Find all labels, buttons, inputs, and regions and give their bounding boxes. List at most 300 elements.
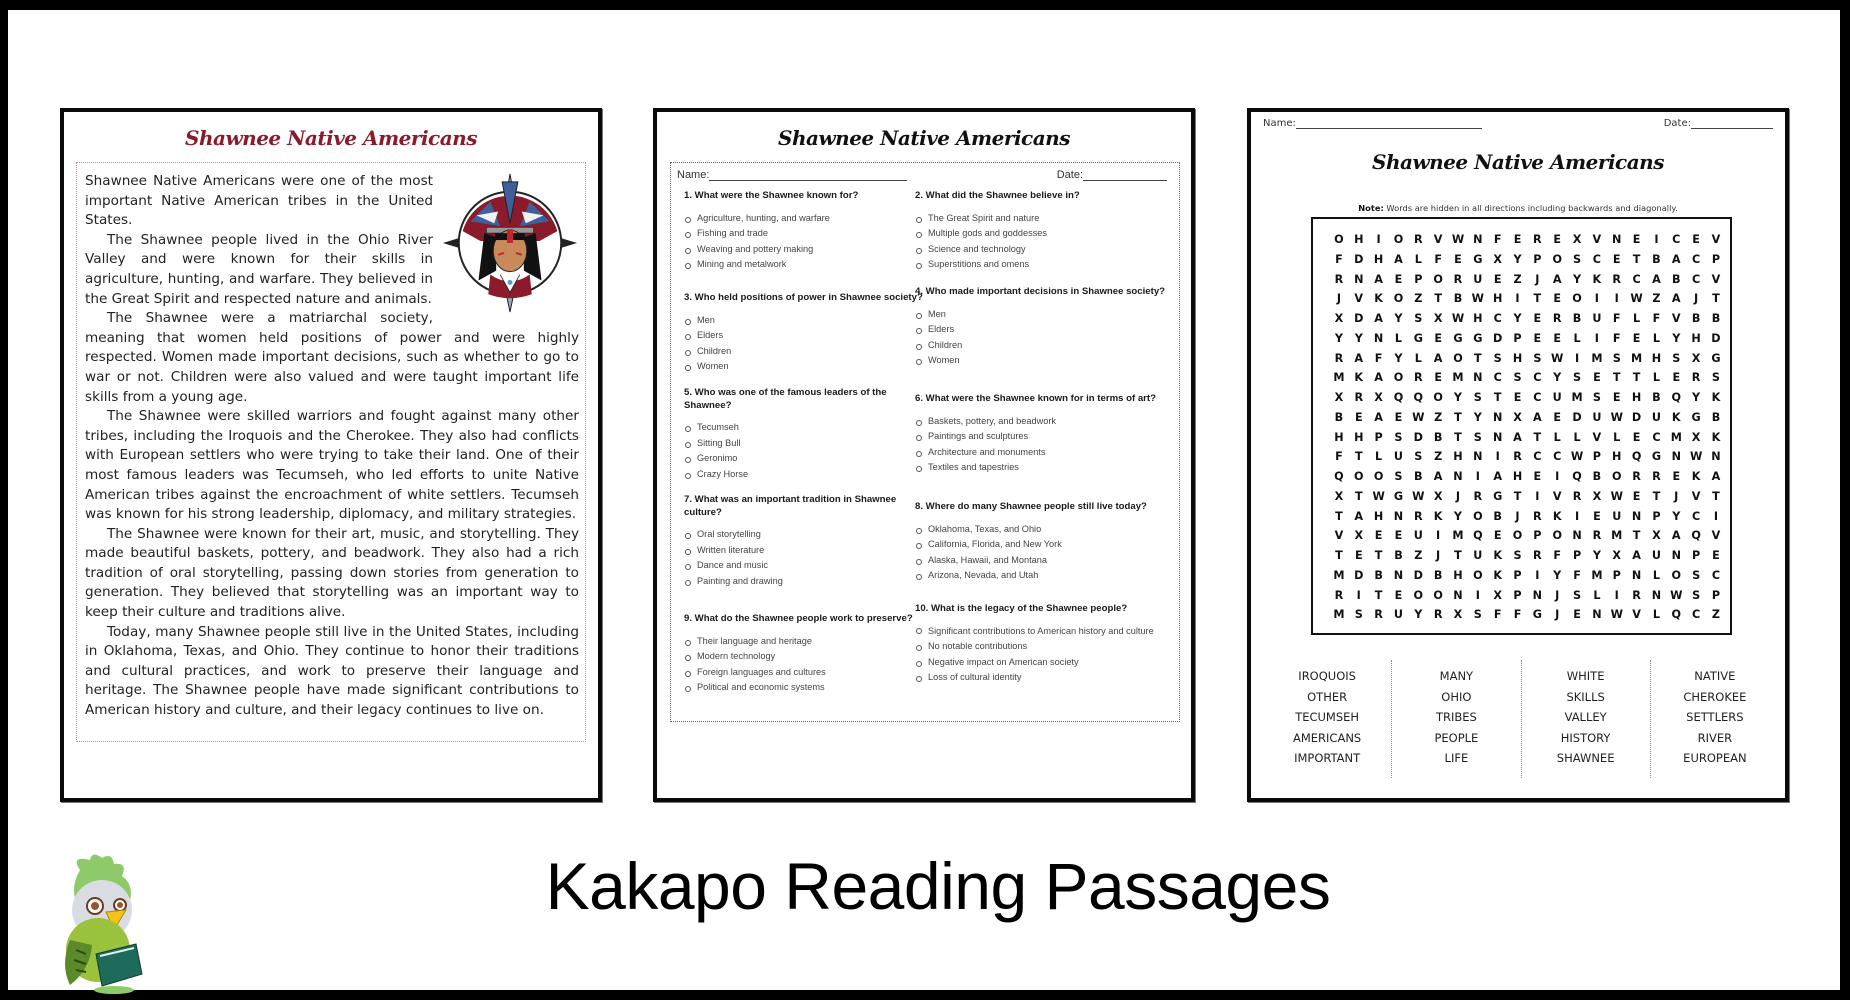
grid-letter[interactable]: W bbox=[1412, 489, 1425, 503]
grid-letter[interactable]: S bbox=[1354, 608, 1363, 622]
grid-letter[interactable]: A bbox=[1374, 272, 1383, 286]
grid-letter[interactable]: I bbox=[1555, 470, 1560, 483]
grid-letter[interactable]: O bbox=[1453, 351, 1463, 365]
grid-letter[interactable]: Q bbox=[1671, 608, 1682, 622]
grid-letter[interactable]: A bbox=[1632, 549, 1641, 562]
grid-letter[interactable]: H bbox=[1453, 568, 1463, 582]
grid-letter[interactable]: Z bbox=[1434, 450, 1443, 464]
grid-letter[interactable]: W bbox=[1471, 292, 1484, 306]
grid-letter[interactable]: Q bbox=[1334, 470, 1344, 483]
grid-letter[interactable]: C bbox=[1493, 312, 1502, 325]
grid-letter[interactable]: U bbox=[1393, 450, 1403, 464]
grid-letter[interactable]: S bbox=[1513, 371, 1522, 385]
grid-letter[interactable]: Z bbox=[1513, 272, 1522, 286]
grid-letter[interactable]: E bbox=[1434, 371, 1442, 385]
grid-letter[interactable]: S bbox=[1573, 588, 1582, 602]
grid-letter[interactable]: B bbox=[1711, 410, 1721, 424]
grid-letter[interactable]: Y bbox=[1513, 252, 1522, 266]
answer-option[interactable]: Written literature bbox=[684, 543, 924, 559]
grid-letter[interactable]: N bbox=[1373, 331, 1384, 345]
grid-letter[interactable]: V bbox=[1433, 233, 1443, 246]
answer-option[interactable]: Loss of cultural identity bbox=[915, 670, 1170, 686]
grid-letter[interactable]: W bbox=[1551, 351, 1564, 365]
grid-letter[interactable]: X bbox=[1572, 233, 1582, 246]
grid-letter[interactable]: L bbox=[1553, 430, 1561, 444]
grid-letter[interactable]: X bbox=[1334, 489, 1344, 503]
grid-letter[interactable]: B bbox=[1334, 410, 1344, 424]
grid-letter[interactable]: C bbox=[1692, 272, 1701, 286]
grid-letter[interactable]: K bbox=[1374, 292, 1383, 306]
letter-grid[interactable] bbox=[1311, 217, 1732, 635]
answer-option[interactable]: Textiles and tapestries bbox=[915, 460, 1170, 476]
grid-letter[interactable]: Q bbox=[1473, 529, 1483, 543]
grid-letter[interactable]: K bbox=[1711, 391, 1721, 404]
grid-letter[interactable]: S bbox=[1493, 351, 1502, 365]
grid-letter[interactable]: T bbox=[1474, 351, 1482, 365]
grid-letter[interactable]: O bbox=[1354, 470, 1364, 483]
grid-letter[interactable]: E bbox=[1354, 549, 1363, 562]
grid-letter[interactable]: S bbox=[1394, 430, 1403, 444]
grid-letter[interactable]: S bbox=[1473, 608, 1482, 622]
grid-letter[interactable]: I bbox=[1574, 509, 1580, 523]
grid-letter[interactable]: F bbox=[1612, 331, 1621, 345]
grid-letter[interactable]: R bbox=[1334, 588, 1344, 602]
grid-letter[interactable]: F bbox=[1573, 568, 1581, 582]
grid-letter[interactable]: W bbox=[1451, 312, 1465, 325]
grid-letter[interactable]: N bbox=[1651, 588, 1662, 602]
grid-letter[interactable]: B bbox=[1394, 549, 1403, 562]
grid-letter[interactable]: F bbox=[1335, 252, 1343, 266]
grid-letter[interactable]: Y bbox=[1592, 549, 1601, 562]
answer-option[interactable]: Their language and heritage bbox=[684, 634, 924, 650]
grid-letter[interactable]: I bbox=[1495, 450, 1500, 464]
grid-letter[interactable]: A bbox=[1433, 351, 1443, 365]
grid-letter[interactable]: N bbox=[1453, 588, 1463, 602]
grid-letter[interactable]: E bbox=[1553, 331, 1562, 345]
date-field[interactable] bbox=[1691, 118, 1773, 129]
grid-letter[interactable]: Q bbox=[1393, 391, 1404, 404]
grid-letter[interactable]: E bbox=[1692, 233, 1700, 246]
grid-letter[interactable]: S bbox=[1672, 351, 1681, 365]
grid-letter[interactable]: C bbox=[1652, 430, 1661, 444]
grid-letter[interactable]: S bbox=[1612, 351, 1621, 365]
grid-letter[interactable]: K bbox=[1671, 410, 1681, 424]
grid-letter[interactable]: H bbox=[1691, 331, 1701, 345]
grid-letter[interactable]: Q bbox=[1413, 391, 1424, 404]
grid-letter[interactable]: H bbox=[1354, 233, 1364, 246]
answer-option[interactable]: Children bbox=[684, 344, 924, 360]
grid-letter[interactable]: R bbox=[1374, 608, 1383, 622]
grid-letter[interactable]: P bbox=[1711, 252, 1721, 266]
grid-letter[interactable]: U bbox=[1473, 549, 1483, 562]
grid-letter[interactable]: C bbox=[1632, 272, 1641, 286]
grid-letter[interactable]: P bbox=[1572, 549, 1582, 562]
grid-letter[interactable]: Y bbox=[1453, 391, 1463, 404]
grid-letter[interactable]: V bbox=[1334, 529, 1344, 543]
grid-letter[interactable]: M bbox=[1452, 371, 1464, 385]
grid-letter[interactable]: T bbox=[1335, 549, 1343, 562]
grid-letter[interactable]: A bbox=[1493, 470, 1502, 483]
grid-letter[interactable]: S bbox=[1692, 588, 1701, 602]
grid-letter[interactable]: R bbox=[1552, 312, 1562, 325]
grid-letter[interactable]: O bbox=[1552, 252, 1562, 266]
grid-letter[interactable]: R bbox=[1433, 608, 1443, 622]
answer-option[interactable]: Negative impact on American society bbox=[915, 655, 1170, 671]
grid-letter[interactable]: A bbox=[1711, 470, 1721, 483]
grid-letter[interactable]: U bbox=[1651, 410, 1661, 424]
grid-letter[interactable]: Z bbox=[1414, 549, 1423, 562]
grid-letter[interactable]: I bbox=[1614, 292, 1619, 306]
grid-letter[interactable]: P bbox=[1711, 588, 1721, 602]
grid-letter[interactable]: X bbox=[1433, 312, 1443, 325]
grid-letter[interactable]: X bbox=[1493, 588, 1502, 602]
grid-letter[interactable]: Q bbox=[1691, 529, 1701, 543]
grid-letter[interactable]: Y bbox=[1354, 331, 1363, 345]
grid-letter[interactable]: O bbox=[1433, 588, 1443, 602]
grid-letter[interactable]: E bbox=[1354, 410, 1363, 424]
grid-letter[interactable]: Y bbox=[1572, 272, 1582, 286]
grid-letter[interactable]: D bbox=[1413, 568, 1423, 582]
grid-letter[interactable]: E bbox=[1553, 410, 1562, 424]
grid-letter[interactable]: G bbox=[1532, 608, 1542, 622]
grid-letter[interactable]: X bbox=[1334, 312, 1344, 325]
grid-letter[interactable]: G bbox=[1651, 450, 1662, 464]
grid-letter[interactable]: X bbox=[1612, 549, 1622, 562]
grid-letter[interactable]: A bbox=[1354, 351, 1364, 365]
grid-letter[interactable]: K bbox=[1711, 430, 1721, 444]
answer-option[interactable]: Mining and metalwork bbox=[684, 257, 924, 273]
grid-letter[interactable]: R bbox=[1632, 470, 1641, 483]
grid-letter[interactable]: V bbox=[1691, 489, 1701, 503]
grid-letter[interactable]: Y bbox=[1692, 391, 1701, 404]
grid-letter[interactable]: V bbox=[1592, 233, 1602, 246]
grid-letter[interactable]: E bbox=[1394, 529, 1403, 543]
grid-letter[interactable]: J bbox=[1694, 292, 1699, 306]
grid-letter[interactable]: E bbox=[1434, 331, 1442, 345]
grid-letter[interactable]: E bbox=[1454, 252, 1462, 266]
grid-letter[interactable]: B bbox=[1493, 509, 1502, 523]
grid-letter[interactable]: B bbox=[1433, 430, 1443, 444]
grid-letter[interactable]: T bbox=[1533, 292, 1542, 306]
grid-letter[interactable]: A bbox=[1671, 252, 1681, 266]
grid-letter[interactable]: W bbox=[1372, 489, 1385, 503]
grid-letter[interactable]: I bbox=[1614, 588, 1619, 602]
grid-letter[interactable]: T bbox=[1454, 549, 1462, 562]
grid-letter[interactable]: G bbox=[1711, 351, 1721, 365]
grid-letter[interactable]: K bbox=[1354, 371, 1364, 385]
grid-letter[interactable]: F bbox=[1612, 312, 1621, 325]
grid-letter[interactable]: K bbox=[1493, 568, 1502, 582]
grid-letter[interactable]: E bbox=[1632, 489, 1641, 503]
grid-letter[interactable]: H bbox=[1492, 292, 1503, 306]
grid-letter[interactable]: E bbox=[1593, 371, 1601, 385]
grid-letter[interactable]: W bbox=[1570, 450, 1584, 464]
grid-letter[interactable]: P bbox=[1612, 568, 1621, 582]
grid-letter[interactable]: R bbox=[1572, 489, 1582, 503]
grid-letter[interactable]: E bbox=[1394, 588, 1403, 602]
grid-letter[interactable]: T bbox=[1374, 588, 1383, 602]
grid-letter[interactable]: G bbox=[1453, 331, 1463, 345]
grid-letter[interactable]: N bbox=[1631, 568, 1642, 582]
grid-letter[interactable]: Q bbox=[1671, 391, 1682, 404]
grid-letter[interactable]: B bbox=[1374, 568, 1383, 582]
grid-letter[interactable]: M bbox=[1591, 568, 1603, 582]
grid-letter[interactable]: V bbox=[1552, 489, 1562, 503]
grid-letter[interactable]: B bbox=[1433, 568, 1443, 582]
grid-letter[interactable]: A bbox=[1374, 312, 1383, 325]
grid-letter[interactable]: R bbox=[1533, 509, 1542, 523]
answer-option[interactable]: No notable contributions bbox=[915, 639, 1170, 655]
grid-letter[interactable]: K bbox=[1592, 272, 1602, 286]
grid-letter[interactable]: K bbox=[1691, 470, 1701, 483]
grid-letter[interactable]: A bbox=[1533, 410, 1542, 424]
grid-letter[interactable]: Z bbox=[1652, 292, 1661, 306]
answer-option[interactable]: Political and economic systems bbox=[684, 680, 924, 696]
grid-letter[interactable]: T bbox=[1354, 489, 1363, 503]
grid-letter[interactable]: A bbox=[1671, 529, 1681, 543]
grid-letter[interactable]: A bbox=[1513, 430, 1522, 444]
answer-option[interactable]: Sitting Bull bbox=[684, 436, 924, 452]
grid-letter[interactable]: A bbox=[1374, 410, 1383, 424]
grid-letter[interactable]: N bbox=[1671, 450, 1681, 464]
grid-letter[interactable]: B bbox=[1652, 252, 1661, 266]
answer-option[interactable]: Modern technology bbox=[684, 649, 924, 665]
grid-letter[interactable]: O bbox=[1572, 292, 1582, 306]
grid-letter[interactable]: X bbox=[1493, 252, 1502, 266]
grid-letter[interactable]: N bbox=[1354, 272, 1364, 286]
answer-option[interactable]: Paintings and sculptures bbox=[915, 429, 1170, 445]
grid-letter[interactable]: B bbox=[1652, 391, 1661, 404]
grid-letter[interactable]: X bbox=[1691, 430, 1701, 444]
grid-letter[interactable]: R bbox=[1632, 588, 1641, 602]
grid-letter[interactable]: C bbox=[1692, 608, 1701, 622]
grid-letter[interactable]: S bbox=[1711, 371, 1720, 385]
grid-letter[interactable]: P bbox=[1592, 450, 1601, 464]
grid-letter[interactable]: D bbox=[1493, 331, 1503, 345]
grid-letter[interactable]: Y bbox=[1672, 509, 1681, 523]
answer-option[interactable]: Science and technology bbox=[915, 242, 1170, 258]
grid-letter[interactable]: W bbox=[1451, 233, 1465, 246]
grid-letter[interactable]: R bbox=[1334, 351, 1344, 365]
grid-letter[interactable]: N bbox=[1492, 410, 1503, 424]
grid-letter[interactable]: H bbox=[1612, 450, 1622, 464]
grid-letter[interactable]: P bbox=[1513, 331, 1522, 345]
answer-option[interactable]: Crazy Horse bbox=[684, 467, 924, 483]
grid-letter[interactable]: T bbox=[1533, 430, 1542, 444]
grid-letter[interactable]: G bbox=[1473, 252, 1483, 266]
grid-letter[interactable]: G bbox=[1413, 331, 1423, 345]
grid-letter[interactable]: N bbox=[1631, 509, 1642, 523]
grid-letter[interactable]: E bbox=[1513, 233, 1522, 246]
grid-letter[interactable]: O bbox=[1433, 391, 1443, 404]
grid-letter[interactable]: T bbox=[1632, 529, 1641, 543]
grid-letter[interactable]: N bbox=[1671, 549, 1681, 562]
grid-letter[interactable]: V bbox=[1711, 272, 1721, 286]
grid-letter[interactable]: A bbox=[1394, 252, 1403, 266]
grid-letter[interactable]: S bbox=[1573, 371, 1582, 385]
grid-letter[interactable]: E bbox=[1672, 371, 1681, 385]
grid-letter[interactable]: X bbox=[1334, 391, 1344, 404]
grid-letter[interactable]: L bbox=[1573, 430, 1581, 444]
grid-letter[interactable]: Q bbox=[1631, 450, 1642, 464]
grid-letter[interactable]: L bbox=[1613, 430, 1621, 444]
grid-letter[interactable]: D bbox=[1631, 410, 1642, 424]
grid-letter[interactable]: F bbox=[1374, 351, 1383, 365]
grid-letter[interactable]: B bbox=[1672, 272, 1681, 286]
grid-letter[interactable]: L bbox=[1593, 588, 1601, 602]
grid-letter[interactable]: E bbox=[1533, 331, 1542, 345]
grid-letter[interactable]: U bbox=[1393, 608, 1403, 622]
grid-letter[interactable]: E bbox=[1632, 430, 1641, 444]
grid-letter[interactable]: S bbox=[1592, 391, 1601, 404]
grid-letter[interactable]: J bbox=[1336, 292, 1341, 306]
grid-letter[interactable]: T bbox=[1374, 549, 1383, 562]
grid-letter[interactable]: R bbox=[1691, 371, 1701, 385]
grid-letter[interactable]: E bbox=[1374, 529, 1383, 543]
grid-letter[interactable]: I bbox=[1475, 588, 1480, 602]
grid-letter[interactable]: K bbox=[1433, 509, 1443, 523]
grid-letter[interactable]: C bbox=[1493, 371, 1502, 385]
answer-option[interactable]: Architecture and monuments bbox=[915, 445, 1170, 461]
date-field[interactable] bbox=[1083, 170, 1167, 181]
grid-letter[interactable]: N bbox=[1492, 430, 1503, 444]
grid-letter[interactable]: E bbox=[1394, 410, 1403, 424]
grid-letter[interactable]: O bbox=[1512, 529, 1523, 543]
grid-letter[interactable]: T bbox=[1712, 489, 1720, 503]
grid-letter[interactable]: O bbox=[1473, 509, 1483, 523]
grid-letter[interactable]: N bbox=[1473, 371, 1483, 385]
grid-letter[interactable]: Y bbox=[1453, 509, 1463, 523]
grid-letter[interactable]: G bbox=[1493, 489, 1503, 503]
grid-letter[interactable]: I bbox=[1654, 233, 1659, 246]
grid-letter[interactable]: E bbox=[1533, 470, 1542, 483]
grid-letter[interactable]: L bbox=[1652, 608, 1660, 622]
grid-letter[interactable]: O bbox=[1433, 272, 1443, 286]
answer-option[interactable]: Painting and drawing bbox=[684, 574, 924, 590]
grid-letter[interactable]: X bbox=[1592, 489, 1602, 503]
answer-option[interactable]: Oral storytelling bbox=[684, 527, 924, 543]
grid-letter[interactable]: U bbox=[1651, 549, 1661, 562]
grid-letter[interactable]: C bbox=[1592, 252, 1601, 266]
grid-letter[interactable]: L bbox=[1652, 371, 1660, 385]
grid-letter[interactable]: R bbox=[1612, 272, 1622, 286]
grid-letter[interactable]: M bbox=[1611, 529, 1623, 543]
grid-letter[interactable]: X bbox=[1652, 529, 1661, 543]
answer-option[interactable]: Dance and music bbox=[684, 558, 924, 574]
grid-letter[interactable]: O bbox=[1671, 568, 1682, 582]
grid-letter[interactable]: B bbox=[1572, 312, 1582, 325]
grid-letter[interactable]: S bbox=[1473, 391, 1482, 404]
grid-letter[interactable]: F bbox=[1553, 549, 1562, 562]
grid-letter[interactable]: W bbox=[1610, 489, 1623, 503]
grid-letter[interactable]: F bbox=[1513, 608, 1522, 622]
grid-letter[interactable]: P bbox=[1533, 252, 1542, 266]
grid-letter[interactable]: I bbox=[1535, 568, 1540, 582]
grid-letter[interactable]: J bbox=[1436, 549, 1441, 562]
grid-letter[interactable]: K bbox=[1493, 549, 1502, 562]
name-field[interactable] bbox=[1296, 118, 1482, 129]
grid-letter[interactable]: N bbox=[1711, 450, 1721, 464]
grid-letter[interactable]: U bbox=[1413, 529, 1423, 543]
grid-letter[interactable]: I bbox=[1376, 233, 1381, 246]
answer-option[interactable]: The Great Spirit and nature bbox=[915, 211, 1170, 227]
grid-letter[interactable]: O bbox=[1552, 529, 1562, 543]
grid-letter[interactable]: L bbox=[1633, 312, 1641, 325]
grid-letter[interactable]: D bbox=[1711, 331, 1721, 345]
grid-letter[interactable]: G bbox=[1473, 331, 1483, 345]
grid-letter[interactable]: N bbox=[1473, 450, 1483, 464]
grid-letter[interactable]: V bbox=[1671, 312, 1681, 325]
grid-letter[interactable]: O bbox=[1393, 233, 1404, 246]
answer-option[interactable]: Weaving and pottery making bbox=[684, 242, 924, 258]
grid-letter[interactable]: E bbox=[1593, 509, 1601, 523]
grid-letter[interactable]: M bbox=[1333, 568, 1345, 582]
grid-letter[interactable]: S bbox=[1473, 430, 1482, 444]
grid-letter[interactable]: U bbox=[1592, 410, 1602, 424]
answer-option[interactable]: Multiple gods and goddesses bbox=[915, 226, 1170, 242]
grid-letter[interactable]: C bbox=[1533, 450, 1542, 464]
grid-letter[interactable]: X bbox=[1433, 489, 1443, 503]
grid-letter[interactable]: T bbox=[1454, 430, 1462, 444]
grid-letter[interactable]: E bbox=[1712, 549, 1720, 562]
grid-letter[interactable]: O bbox=[1334, 233, 1344, 246]
answer-option[interactable]: Tecumseh bbox=[684, 420, 924, 436]
grid-letter[interactable]: U bbox=[1473, 272, 1483, 286]
grid-letter[interactable]: T bbox=[1434, 292, 1442, 306]
grid-letter[interactable]: D bbox=[1354, 312, 1364, 325]
grid-letter[interactable]: T bbox=[1632, 252, 1641, 266]
grid-letter[interactable]: H bbox=[1512, 470, 1523, 483]
grid-letter[interactable]: R bbox=[1413, 233, 1423, 246]
answer-option[interactable]: Alaska, Hawaii, and Montana bbox=[915, 553, 1170, 569]
grid-letter[interactable]: W bbox=[1610, 410, 1623, 424]
grid-letter[interactable]: P bbox=[1513, 568, 1522, 582]
grid-letter[interactable]: M bbox=[1571, 391, 1583, 404]
grid-letter[interactable]: O bbox=[1393, 292, 1404, 306]
grid-letter[interactable]: E bbox=[1672, 470, 1681, 483]
grid-letter[interactable]: A bbox=[1374, 371, 1383, 385]
grid-letter[interactable]: R bbox=[1413, 509, 1423, 523]
grid-letter[interactable]: X bbox=[1354, 529, 1364, 543]
grid-letter[interactable]: R bbox=[1334, 272, 1344, 286]
answer-option[interactable]: Superstitions and omens bbox=[915, 257, 1170, 273]
grid-letter[interactable]: G bbox=[1393, 489, 1404, 503]
grid-letter[interactable]: C bbox=[1553, 450, 1562, 464]
grid-letter[interactable]: M bbox=[1591, 351, 1603, 365]
grid-letter[interactable]: T bbox=[1493, 391, 1502, 404]
grid-letter[interactable]: A bbox=[1354, 509, 1364, 523]
grid-letter[interactable]: T bbox=[1454, 410, 1462, 424]
grid-letter[interactable]: C bbox=[1533, 371, 1542, 385]
grid-letter[interactable]: H bbox=[1334, 430, 1344, 444]
grid-letter[interactable]: A bbox=[1433, 470, 1443, 483]
grid-letter[interactable]: I bbox=[1356, 588, 1361, 602]
grid-letter[interactable]: V bbox=[1711, 233, 1721, 246]
grid-letter[interactable]: T bbox=[1335, 509, 1343, 523]
grid-letter[interactable]: X bbox=[1374, 391, 1383, 404]
grid-letter[interactable]: M bbox=[1452, 529, 1464, 543]
grid-letter[interactable]: E bbox=[1632, 233, 1641, 246]
grid-letter[interactable]: I bbox=[1574, 351, 1580, 365]
grid-letter[interactable]: R bbox=[1592, 529, 1602, 543]
grid-letter[interactable]: H bbox=[1373, 252, 1384, 266]
grid-letter[interactable]: T bbox=[1513, 489, 1522, 503]
answer-option[interactable]: Oklahoma, Texas, and Ohio bbox=[915, 522, 1170, 538]
grid-letter[interactable]: S bbox=[1692, 568, 1701, 582]
grid-letter[interactable]: C bbox=[1533, 391, 1542, 404]
grid-letter[interactable]: L bbox=[1652, 331, 1660, 345]
grid-letter[interactable]: N bbox=[1612, 233, 1622, 246]
